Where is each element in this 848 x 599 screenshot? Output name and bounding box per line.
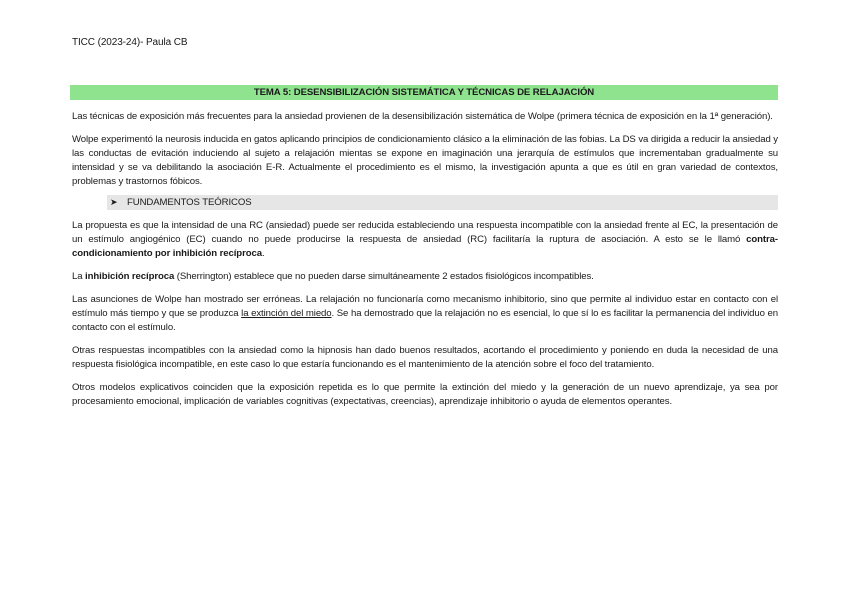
document-body [72, 110, 778, 418]
paragraph-inhibicion [72, 270, 778, 284]
text-span: . Se ha demostrado que la relajación no es esencial, lo que sí lo es facilitar la permanencia del individuo en contacto con el estímulo. [72, 308, 778, 333]
paragraph-propuesta [72, 219, 778, 261]
text-span: (Sherrington) establece que no pueden darse simultáneamente 2 estados fisiológicos incompatibles. [174, 271, 594, 282]
paragraph-intro: Las técnicas de exposición más frecuentes para la ansiedad provienen de la desensibilización sistemática de Wolpe (primera técnica de exposición en la 1ª generación). [72, 111, 773, 122]
paragraph-otras-respuestas: Otras respuestas incompatibles con la ansiedad como la hipnosis han dado buenos resultados, acortando el procedimiento y poniendo en duda la necesidad de una respuesta fisiológica incompatible, en este caso lo que estaría funcionando es el mantenimiento de la atención sobre el foco del tratamiento. [72, 345, 778, 370]
paragraph-wolpe: Wolpe experimentó la neurosis inducida en gatos aplicando principios de condicionamiento clásico a la eliminación de las fobias. La DS va dirigida a reducir la ansiedad y las conductas de evitación induciendo al sujeto a relajación mientas se expone en imaginación una jerarquía de estímulos que incrementaban gradualmente su intensidad y se va debilitando la asociación E-R. Actualmente el procedimiento es el mismo, la investigación apunta a que es útil en gran variedad de contextos, problemas y trastornos fóbicos. [72, 134, 778, 187]
paragraph-otros-modelos: Otros modelos explicativos coinciden que la exposición repetida es lo que permite la extinción del miedo y la generación de un nuevo aprendizaje, ya sea por procesamiento emocional, implicación de variables cognitivas (expectativas, creencias), aprendizaje inhibitorio o ayuda de elementos operantes. [72, 382, 778, 407]
section-heading-fundamentos [107, 195, 778, 210]
text-span: La [72, 271, 86, 282]
bold-term: contra-condicionamiento por inhibición recíproca [72, 234, 778, 259]
bold-term: inhibición recíproca [85, 271, 175, 282]
arrow-bullet-icon: ➤ [110, 197, 118, 207]
text-span: . [261, 248, 265, 259]
section-heading-label: FUNDAMENTOS TEÓRICOS [127, 197, 252, 208]
document-header: TICC (2023-24)- Paula CB [72, 37, 188, 48]
topic-title-banner: TEMA 5: DESENSIBILIZACIÓN SISTEMÁTICA Y TÉCNICAS DE RELAJACIÓN [70, 85, 778, 100]
text-span: Las asunciones de Wolpe han mostrado ser erróneas. La relajación no funcionaría como mecanismo inhibitorio, sino que permite al individuo estar en contacto con el estímulo más tiempo y que se produzca [72, 294, 778, 319]
paragraph-asunciones [72, 293, 778, 335]
text-span: La propuesta es que la intensidad de una RC (ansiedad) puede ser reducida estableciendo una respuesta incompatible con la ansiedad frente al EC, la presentación de un estímulo angiogénico (EC) cuando no puede producirse la respuesta de ansiedad (RC) facilitaría la ruptura de asociación. A esto se le llamó [72, 220, 778, 245]
underlined-term: la extinción del miedo [241, 308, 332, 319]
